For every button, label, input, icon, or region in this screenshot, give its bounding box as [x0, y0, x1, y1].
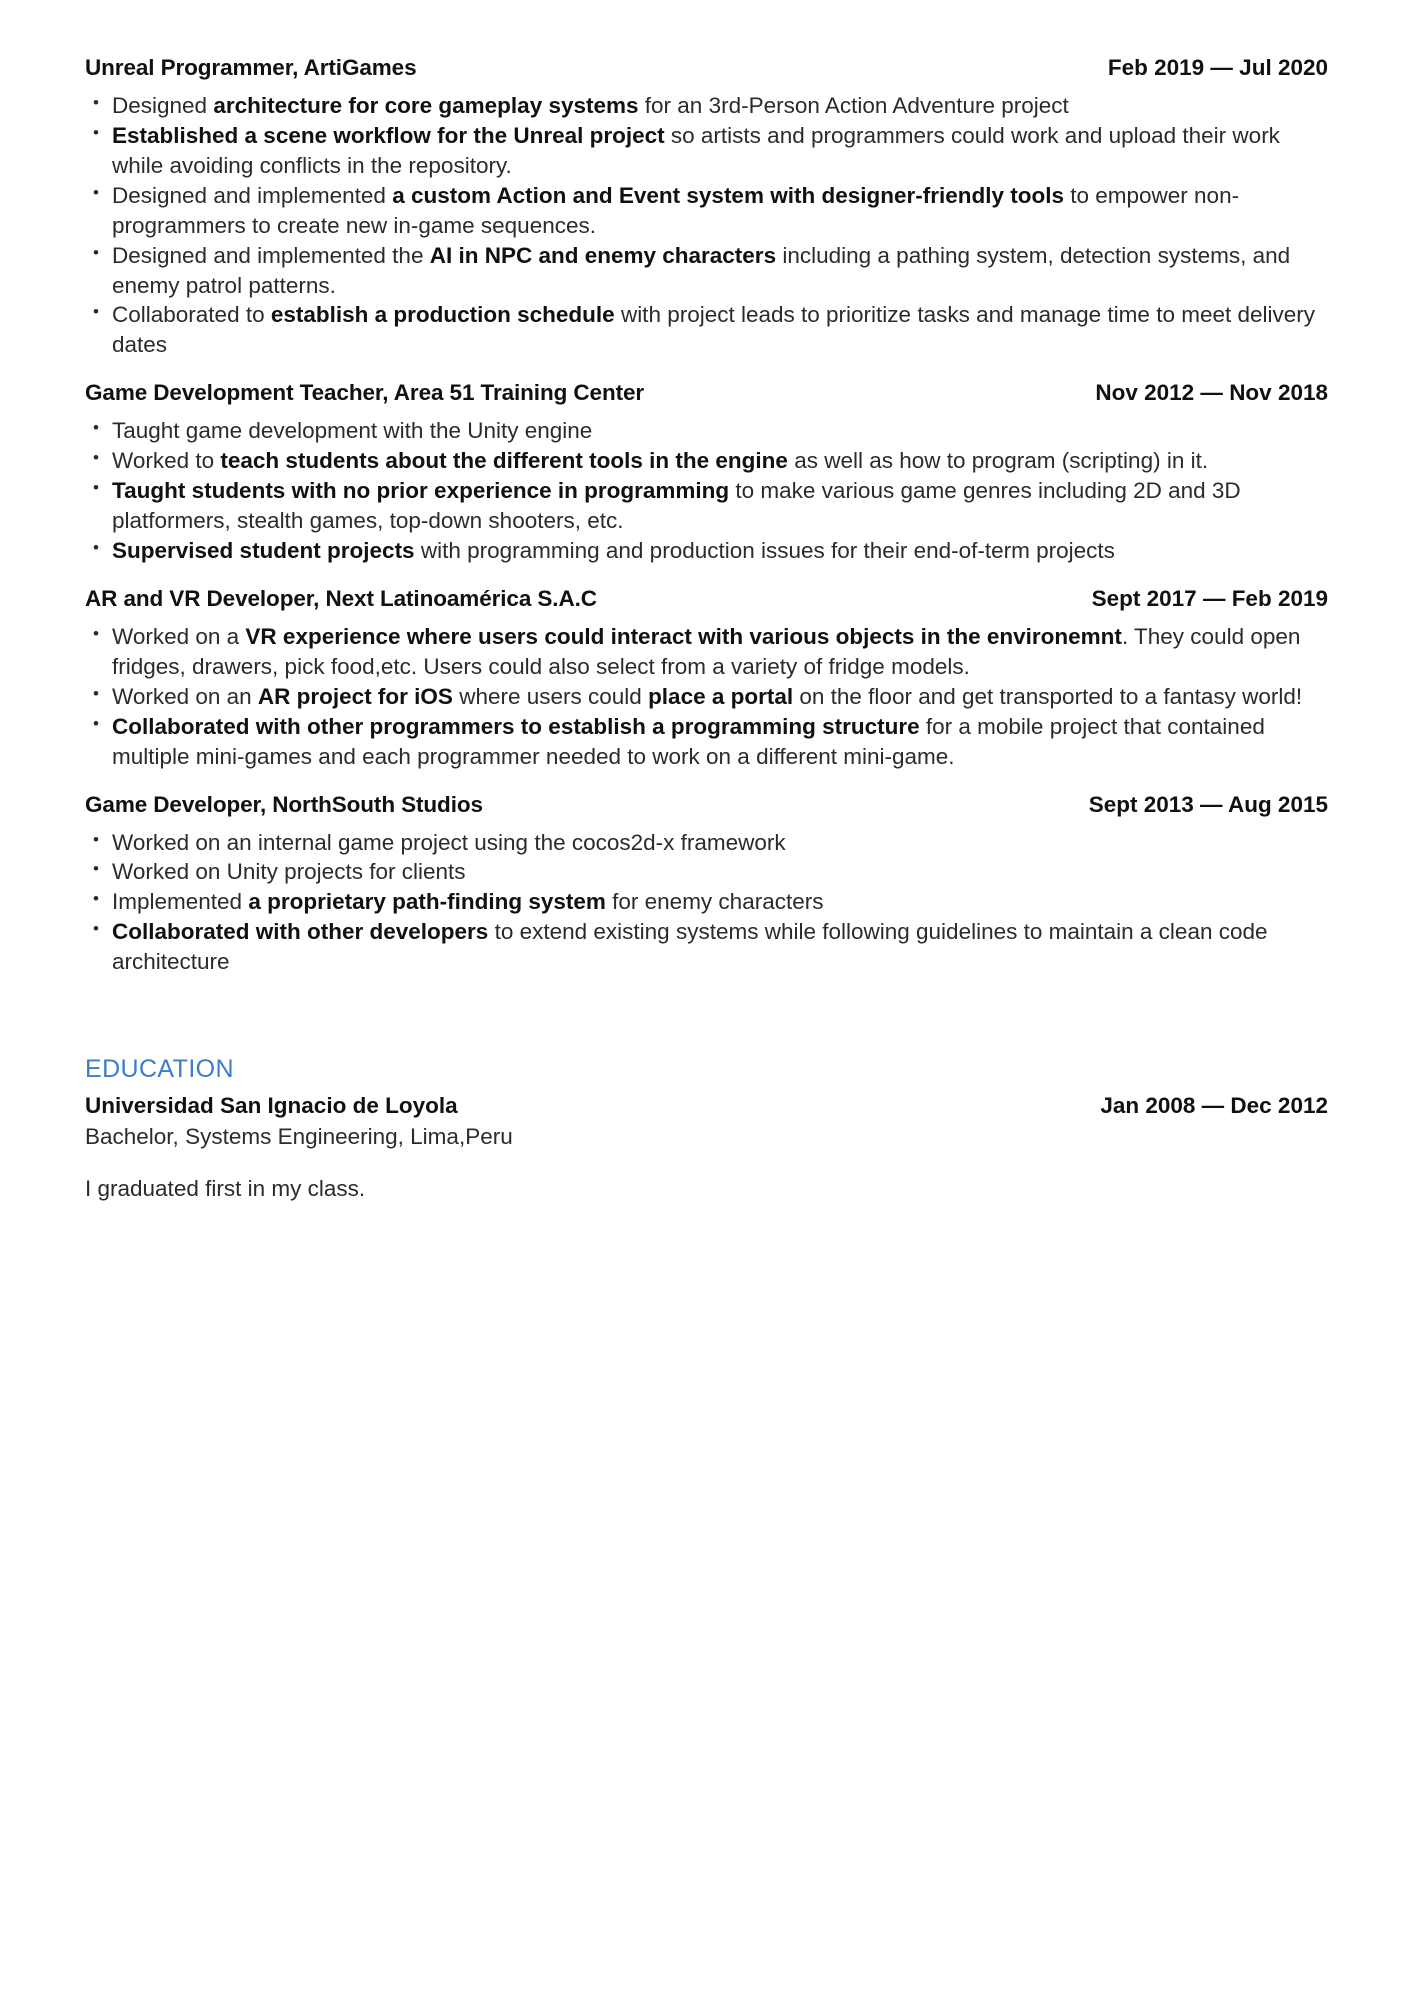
job-dates: Sept 2017 — Feb 2019 — [1091, 585, 1328, 611]
bullet-item: • Worked on Unity projects for clients — [85, 857, 1328, 887]
job-bullet-list — [85, 91, 1328, 360]
job-bullet-list — [85, 828, 1328, 978]
section-spacer — [85, 772, 1328, 792]
bullet-item: • Worked on a VR experience where users could interact with various objects in the environemnt. They could open fridges, drawers, pick food,etc. Users could also select from a variety of fridge models. — [85, 622, 1328, 682]
education-entry-header — [85, 1093, 1328, 1119]
education-entry — [85, 1093, 1328, 1202]
job-title: AR and VR Developer, Next Latinoamérica S.A.C — [85, 585, 597, 611]
job-dates: Nov 2012 — Nov 2018 — [1095, 380, 1328, 406]
bullet-item: • Taught students with no prior experience in programming to make various game genres including 2D and 3D platformers, stealth games, top-down shooters, etc. — [85, 476, 1328, 536]
bullet-item: • Designed architecture for core gameplay systems for an 3rd-Person Action Adventure project — [85, 91, 1328, 121]
section-spacer — [85, 566, 1328, 586]
section-heading-education: EDUCATION — [85, 1055, 234, 1084]
bullet-item: • Collaborated with other programmers to establish a programming structure for a mobile project that contained multiple mini-games and each programmer needed to work on a different mini-game. — [85, 712, 1328, 772]
bullet-item: • Supervised student projects with programming and production issues for their end-of-term projects — [85, 536, 1328, 566]
school-name: Universidad San Ignacio de Loyola — [85, 1093, 458, 1119]
experience-entry — [85, 380, 1328, 566]
job-dates: Feb 2019 — Jul 2020 — [1107, 55, 1328, 80]
education-note: I graduated first in my class. — [85, 1176, 366, 1202]
experience-entry-header — [85, 55, 1328, 81]
job-title: Game Developer, NorthSouth Studios — [85, 791, 483, 817]
degree-line: Bachelor, Systems Engineering, Lima,Peru — [85, 1124, 513, 1150]
section-spacer — [85, 360, 1328, 380]
job-dates: Sept 2013 — Aug 2015 — [1088, 791, 1328, 817]
bullet-item: • Taught game development with the Unity engine — [85, 416, 1328, 446]
job-bullet-list — [85, 622, 1328, 772]
bullet-item: • Worked to teach students about the different tools in the engine as well as how to program (scripting) in it. — [85, 446, 1328, 476]
job-title: Unreal Programmer, ArtiGames — [85, 55, 417, 80]
bullet-item: • Established a scene workflow for the Unreal project so artists and programmers could work and upload their work while avoiding conflicts in the repository. — [85, 121, 1328, 181]
job-bullet-list — [85, 416, 1328, 566]
bullet-item: • Designed and implemented a custom Action and Event system with designer-friendly tools to empower non-programmers to create new in-game sequences. — [85, 181, 1328, 241]
resume-content — [85, 55, 1328, 1202]
bullet-item: • Implemented a proprietary path-finding system for enemy characters — [85, 887, 1328, 917]
bullet-item: • Collaborated to establish a production schedule with project leads to prioritize tasks and manage time to meet delivery dates — [85, 300, 1328, 360]
bullet-item: • Designed and implemented the AI in NPC and enemy characters including a pathing system, detection systems, and enemy patrol patterns. — [85, 241, 1328, 301]
job-title: Game Development Teacher, Area 51 Training Center — [85, 380, 645, 406]
section-spacer — [85, 977, 1328, 1055]
bullet-item: • Worked on an AR project for iOS where users could place a portal on the floor and get transported to a fantasy world! — [85, 682, 1328, 712]
bullet-item: • Worked on an internal game project using the cocos2d-x framework — [85, 828, 1328, 858]
experience-section — [85, 55, 1328, 977]
experience-entry-header — [85, 380, 1328, 406]
experience-entry-header — [85, 792, 1328, 818]
experience-entry-header — [85, 586, 1328, 612]
bullet-item: • Collaborated with other developers to extend existing systems while following guidelines to maintain a clean code architecture — [85, 917, 1328, 977]
education-dates: Jan 2008 — Dec 2012 — [1100, 1093, 1328, 1119]
experience-entry — [85, 55, 1328, 360]
experience-entry — [85, 792, 1328, 978]
experience-entry — [85, 586, 1328, 772]
education-section — [85, 1055, 1328, 1202]
